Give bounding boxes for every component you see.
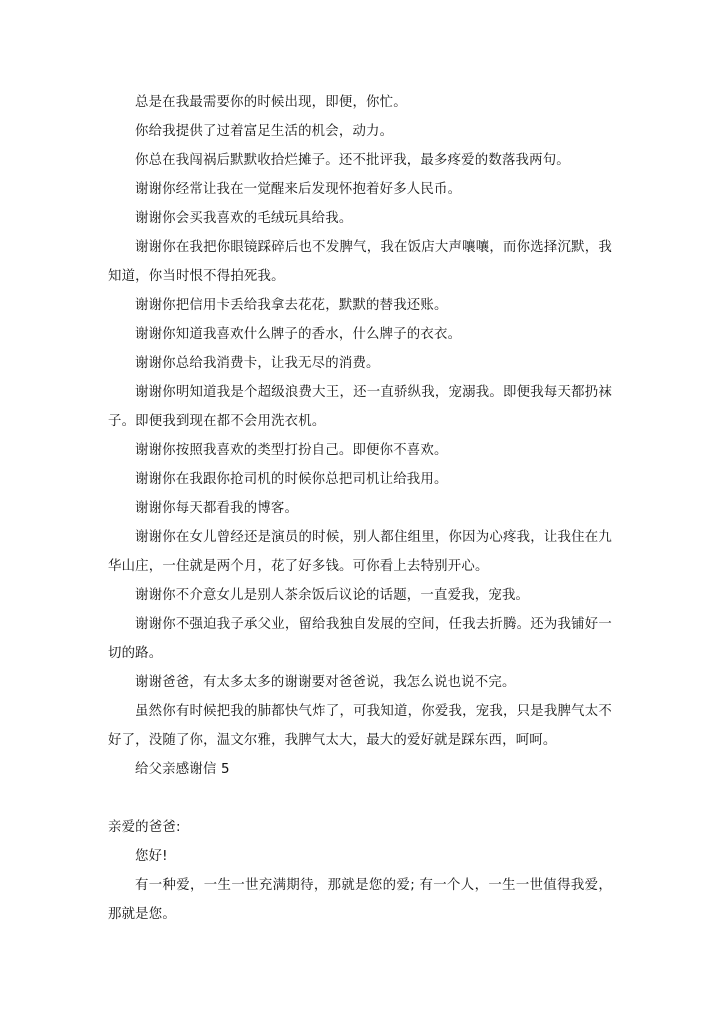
- salutation: 亲爱的爸爸:: [108, 820, 181, 835]
- greeting: 您好!: [135, 849, 168, 864]
- paragraph: 谢谢你在我把你眼镜踩碎后也不发脾气，我在饭店大声嚷嚷，而你选择沉默，我知道，你当时恨不得拍死我。: [108, 240, 612, 284]
- blank-line: [108, 784, 612, 813]
- paragraph: 谢谢爸爸，有太多太多的谢谢要对爸爸说，我怎么说也说不完。: [135, 675, 516, 690]
- section-heading: 给父亲感谢信 5: [135, 762, 230, 777]
- paragraph: 总是在我最需要你的时候出现，即便，你忙。: [135, 95, 407, 110]
- paragraph: 谢谢你会买我喜欢的毛绒玩具给我。: [135, 211, 353, 226]
- paragraph: 谢谢你每天都看我的博客。: [135, 501, 299, 516]
- paragraph: 谢谢你把信用卡丢给我拿去花花，默默的替我还账。: [135, 298, 448, 313]
- paragraph: 谢谢你知道我喜欢什么牌子的香水，什么牌子的衣衣。: [135, 327, 462, 342]
- paragraph: 虽然你有时候把我的肺都快气炸了，可我知道，你爱我，宠我，只是我脾气太不好了，没随了你，温文尔雅，我脾气太大，最大的爱好就是踩东西，呵呵。: [108, 704, 612, 748]
- paragraph: 谢谢你经常让我在一觉醒来后发现怀抱着好多人民币。: [135, 182, 462, 197]
- paragraph: 你给我提供了过着富足生活的机会，动力。: [135, 124, 394, 139]
- paragraph: 谢谢你在我跟你抢司机的时候你总把司机让给我用。: [135, 472, 448, 487]
- paragraph: 谢谢你总给我消费卡，让我无尽的消费。: [135, 356, 380, 371]
- paragraph: 你总在我闯祸后默默收拾烂摊子。还不批评我，最多疼爱的数落我两句。: [135, 153, 570, 168]
- paragraph: 谢谢你按照我喜欢的类型打扮自己。即便你不喜欢。: [135, 443, 448, 458]
- paragraph: 谢谢你不强迫我子承父业，留给我独自发展的空间，任我去折腾。还为我铺好一切的路。: [108, 617, 612, 661]
- paragraph: 谢谢你不介意女儿是别人茶余饭后议论的话题，一直爱我，宠我。: [135, 588, 530, 603]
- paragraph: 有一种爱，一生一世充满期待，那就是您的爱; 有一个人，一生一世值得我爱，那就是您。: [108, 878, 612, 922]
- paragraph: 谢谢你在女儿曾经还是演员的时候，别人都住组里，你因为心疼我，让我住在九华山庄，一住就是两个月，花了好多钱。可你看上去特别开心。: [108, 530, 612, 574]
- document-page: [108, 88, 612, 929]
- paragraph: 谢谢你明知道我是个超级浪费大王，还一直骄纵我，宠溺我。即便我每天都扔袜子。即便我到现在都不会用洗衣机。: [108, 385, 612, 429]
